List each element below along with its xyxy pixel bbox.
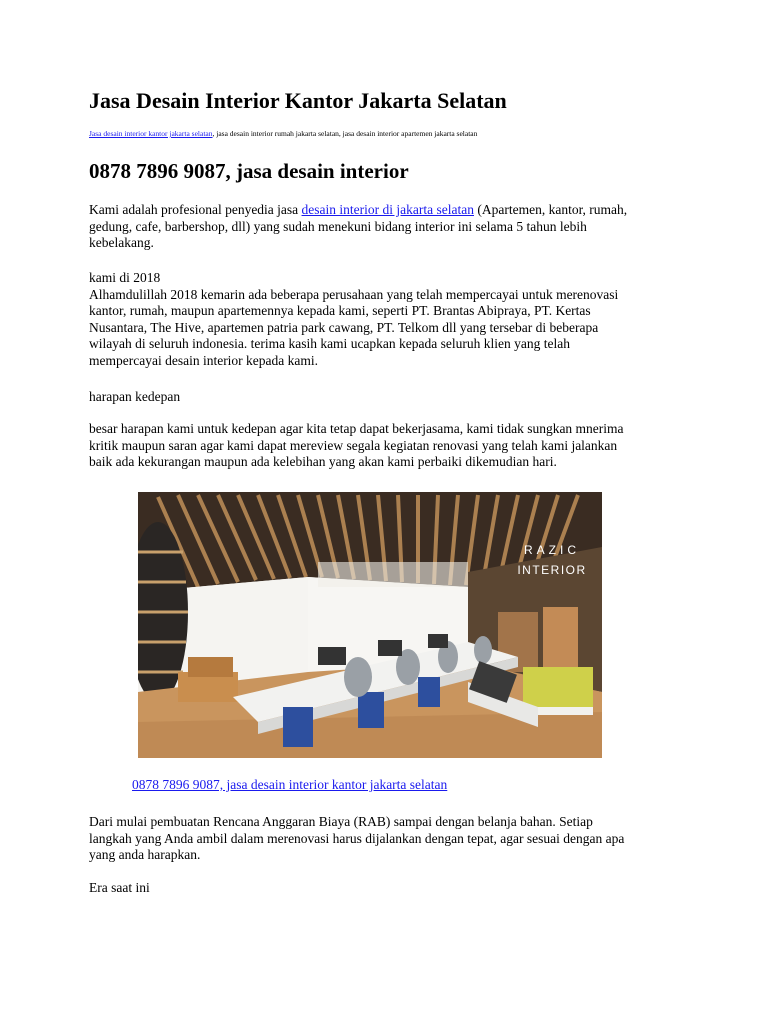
- tag-rest: , jasa desain interior rumah jakarta selatan, jasa desain interior apartemen jakarta selatan: [212, 129, 478, 138]
- clients-line-1: kami di 2018: [89, 270, 161, 285]
- rab-paragraph: [89, 814, 689, 864]
- interior-link[interactable]: desain interior di jakarta selatan: [301, 202, 474, 217]
- hope-line-1: besar harapan kami untuk kedepan agar kita tetap dapat bekerjasama, kami tidak sungkan mnerima: [89, 421, 624, 436]
- image-caption-link[interactable]: 0878 7896 9087, jasa desain interior kantor jakarta selatan: [132, 777, 448, 792]
- section-heading: 0878 7896 9087, jasa desain interior: [89, 159, 409, 183]
- intro-paragraph: [89, 202, 689, 252]
- hope-heading: harapan kedepan: [89, 389, 181, 404]
- clients-line-6: mempercayai desain interior kepada kami.: [89, 352, 319, 368]
- watermark-interior: INTERIOR: [517, 563, 587, 577]
- watermark-razic: RAZIC: [524, 543, 580, 557]
- intro-text: Kami adalah profesional penyedia jasa: [89, 202, 302, 217]
- hope-paragraph: [89, 421, 689, 471]
- office-render-svg: [138, 492, 602, 758]
- tag-line: [89, 129, 477, 139]
- page-title: Jasa Desain Interior Kantor Jakarta Selatan: [89, 88, 507, 113]
- office-interior-image: [138, 492, 602, 758]
- rab-line-2: langkah yang Anda ambil dalam merenovasi harus dijalankan dengan tepat, agar sesuai dengan apa: [89, 830, 625, 846]
- clients-line-4: Nusantara, The Hive, apartemen patria park cawang, PT. Telkom dll yang tersebar di beberapa: [89, 319, 599, 335]
- hope-line-2: kritik maupun saran agar kami dapat mereview segala kegiatan renovasi yang telah kami jalankan: [89, 437, 618, 453]
- clients-line-5: wilayah di seluruh indonesia. terima kasih kami ucapkan kepada seluruh klien yang telah: [89, 336, 570, 351]
- clients-paragraph: [89, 270, 689, 369]
- hope-line-3: baik ada kekurangan maupun ada kelebihan yang akan kami perbaiki dikemudian hari.: [89, 454, 557, 469]
- era-heading: Era saat ini: [89, 880, 150, 895]
- clients-line-2: Alhamdulillah 2018 kemarin ada beberapa perusahaan yang telah mempercayai untuk merenovasi: [89, 286, 619, 302]
- clients-line-3: kantor, rumah, maupun apartemennya kepada kami, seperti PT. Brantas Abipraya, PT. Kertas: [89, 303, 591, 318]
- intro-text-cont: (Apartemen, kantor, rumah,: [473, 202, 628, 217]
- rab-line-1: Dari mulai pembuatan Rencana Anggaran Biaya (RAB) sampai dengan belanja bahan. Setiap: [89, 814, 593, 829]
- intro-line-2: gedung, cafe, barbershop, dll) yang sudah menekuni bidang interior ini selama 5 tahun lebih: [89, 218, 587, 234]
- intro-line-3: kebelakang.: [89, 235, 154, 250]
- tag-link[interactable]: Jasa desain interior kantor jakarta selatan: [89, 129, 213, 138]
- rab-line-3: yang anda harapkan.: [89, 847, 201, 862]
